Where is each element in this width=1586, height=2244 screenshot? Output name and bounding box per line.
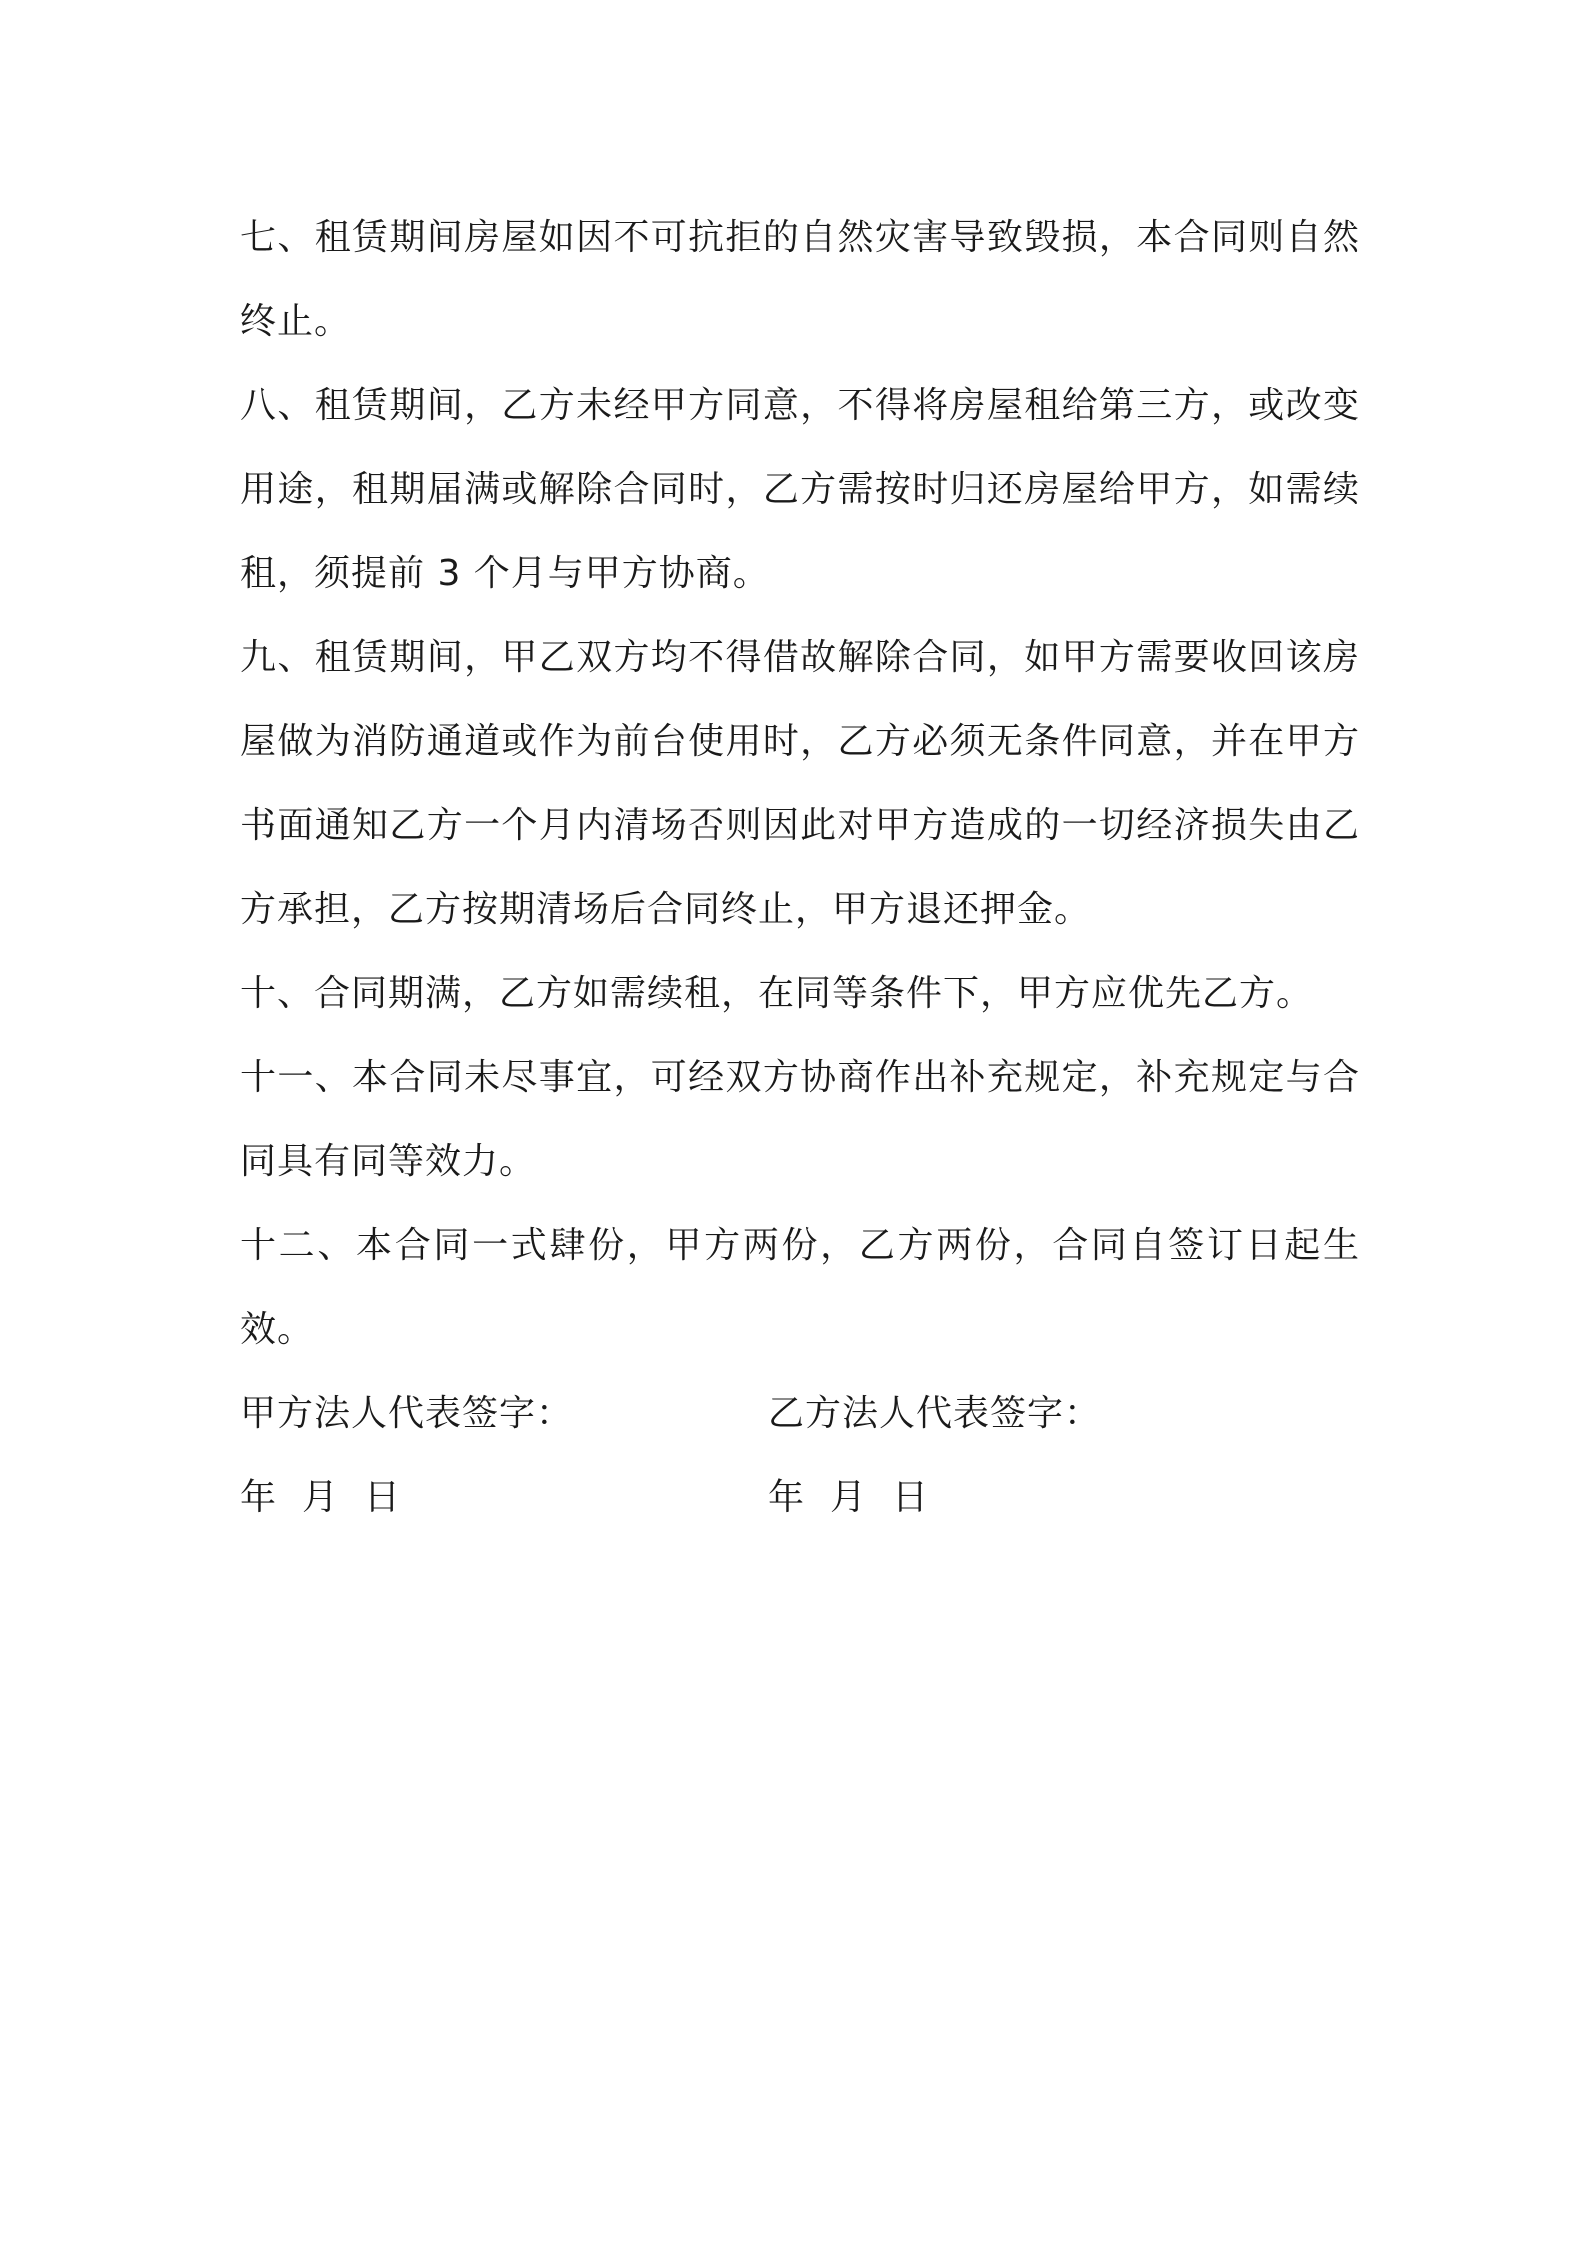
party-b-date	[768, 1456, 1296, 1540]
contract-body	[240, 196, 1360, 1540]
party-b-date-year: 年	[768, 1477, 805, 1518]
signature-row	[240, 1372, 1360, 1456]
party-a-date-month: 月	[302, 1477, 339, 1518]
clause-7: 七、租赁期间房屋如因不可抗拒的自然灾害导致毁损，本合同则自然终止。	[240, 217, 1360, 342]
party-b-date-day: 日	[892, 1477, 929, 1518]
party-a-date-year: 年	[240, 1477, 277, 1518]
clause-10: 十、合同期满，乙方如需续租，在同等条件下，甲方应优先乙方。	[240, 973, 1314, 1014]
date-row	[240, 1456, 1360, 1540]
clause-11: 十一、本合同未尽事宜，可经双方协商作出补充规定，补充规定与合同具有同等效力。	[240, 1057, 1360, 1182]
clause-9: 九、租赁期间，甲乙双方均不得借故解除合同，如甲方需要收回该房屋做为消防通道或作为前台使用时，乙方必须无条件同意，并在甲方书面通知乙方一个月内清场否则因此对甲方造成的一切经济损失由乙方承担，乙方按期清场后合同终止，甲方退还押金。	[240, 637, 1360, 930]
party-a-date	[240, 1456, 768, 1540]
party-a-date-day: 日	[364, 1477, 401, 1518]
clause-8: 八、租赁期间，乙方未经甲方同意，不得将房屋租给第三方，或改变用途，租期届满或解除合同时，乙方需按时归还房屋给甲方，如需续租，须提前 3 个月与甲方协商。	[240, 385, 1360, 594]
party-a-signature-label: 甲方法人代表签字：	[240, 1393, 574, 1434]
party-b-signature-label: 乙方法人代表签字：	[768, 1393, 1102, 1434]
clause-12: 十二、本合同一式肆份，甲方两份，乙方两份，合同自签订日起生效。	[240, 1225, 1360, 1350]
party-b-date-month: 月	[830, 1477, 867, 1518]
